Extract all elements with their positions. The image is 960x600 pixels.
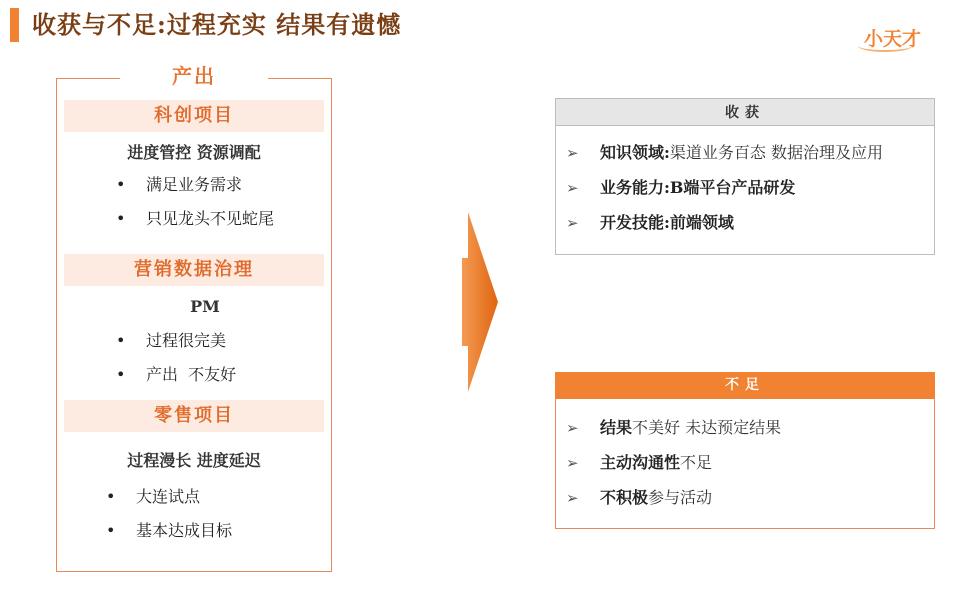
bullet-icon: • bbox=[116, 175, 126, 194]
chevron-icon: ➢ bbox=[566, 489, 579, 507]
section-header-kechuang: 科创项目 bbox=[64, 100, 324, 132]
title-accent-bar bbox=[10, 8, 19, 42]
shortcomings-header: 不足 bbox=[555, 372, 935, 399]
bullet-text: 只见龙头不见蛇尾 bbox=[146, 209, 275, 228]
list-item bbox=[116, 208, 274, 230]
slide-title: 收获与不足:过程充实 结果有遗憾 bbox=[32, 10, 402, 39]
bullet-icon: • bbox=[106, 521, 116, 540]
chevron-icon: ➢ bbox=[566, 179, 579, 197]
gain-item-label: 知识领域: bbox=[600, 143, 670, 162]
bullet-text: 过程很完美 bbox=[146, 331, 227, 350]
section-summary-marketing-data: PM bbox=[190, 297, 220, 316]
gains-header: 收获 bbox=[555, 98, 935, 126]
chevron-icon: ➢ bbox=[566, 454, 579, 472]
brand-logo bbox=[864, 26, 921, 52]
list-item bbox=[116, 174, 242, 196]
shortcoming-item-label: 结果 bbox=[600, 418, 633, 437]
shortcoming-item-text: 不美好 未达预定结果 bbox=[632, 418, 782, 437]
bullet-icon: • bbox=[116, 331, 126, 350]
section-header-retail: 零售项目 bbox=[64, 400, 324, 432]
gain-item bbox=[566, 212, 734, 234]
shortcoming-item-label: 主动沟通性 bbox=[600, 453, 681, 472]
bullet-text: 产出 不友好 bbox=[146, 365, 237, 384]
gain-item bbox=[566, 177, 795, 199]
output-title: 产出 bbox=[120, 62, 268, 90]
bullet-text: 满足业务需求 bbox=[146, 175, 243, 194]
gain-item bbox=[566, 142, 883, 164]
logo-text: 小天才 bbox=[864, 28, 922, 50]
list-item bbox=[116, 364, 236, 386]
gain-item-label: 业务能力:B端平台产品研发 bbox=[600, 178, 796, 197]
shortcoming-item-text: 参与活动 bbox=[648, 488, 713, 507]
gain-item-label: 开发技能:前端领域 bbox=[600, 213, 734, 232]
gain-item-text: 渠道业务百态 数据治理及应用 bbox=[669, 143, 884, 162]
list-item bbox=[116, 330, 226, 352]
right-arrow-icon bbox=[462, 212, 502, 392]
shortcoming-item bbox=[566, 487, 712, 509]
bullet-text: 大连试点 bbox=[136, 487, 201, 506]
list-item bbox=[106, 520, 232, 542]
shortcoming-item bbox=[566, 417, 781, 439]
list-item bbox=[106, 486, 200, 508]
chevron-icon: ➢ bbox=[566, 144, 579, 162]
shortcoming-item bbox=[566, 452, 712, 474]
section-header-marketing-data: 营销数据治理 bbox=[64, 254, 324, 286]
bullet-text: 基本达成目标 bbox=[136, 521, 233, 540]
chevron-icon: ➢ bbox=[566, 214, 579, 232]
chevron-icon: ➢ bbox=[566, 419, 579, 437]
section-summary-retail: 过程漫长 进度延迟 bbox=[127, 451, 261, 470]
bullet-icon: • bbox=[116, 365, 126, 384]
bullet-icon: • bbox=[106, 487, 116, 506]
logo-swoosh-icon bbox=[858, 40, 912, 52]
section-summary-kechuang: 进度管控 资源调配 bbox=[127, 143, 261, 162]
shortcoming-item-label: 不积极 bbox=[600, 488, 649, 507]
shortcoming-item-text: 不足 bbox=[680, 453, 713, 472]
bullet-icon: • bbox=[116, 209, 126, 228]
